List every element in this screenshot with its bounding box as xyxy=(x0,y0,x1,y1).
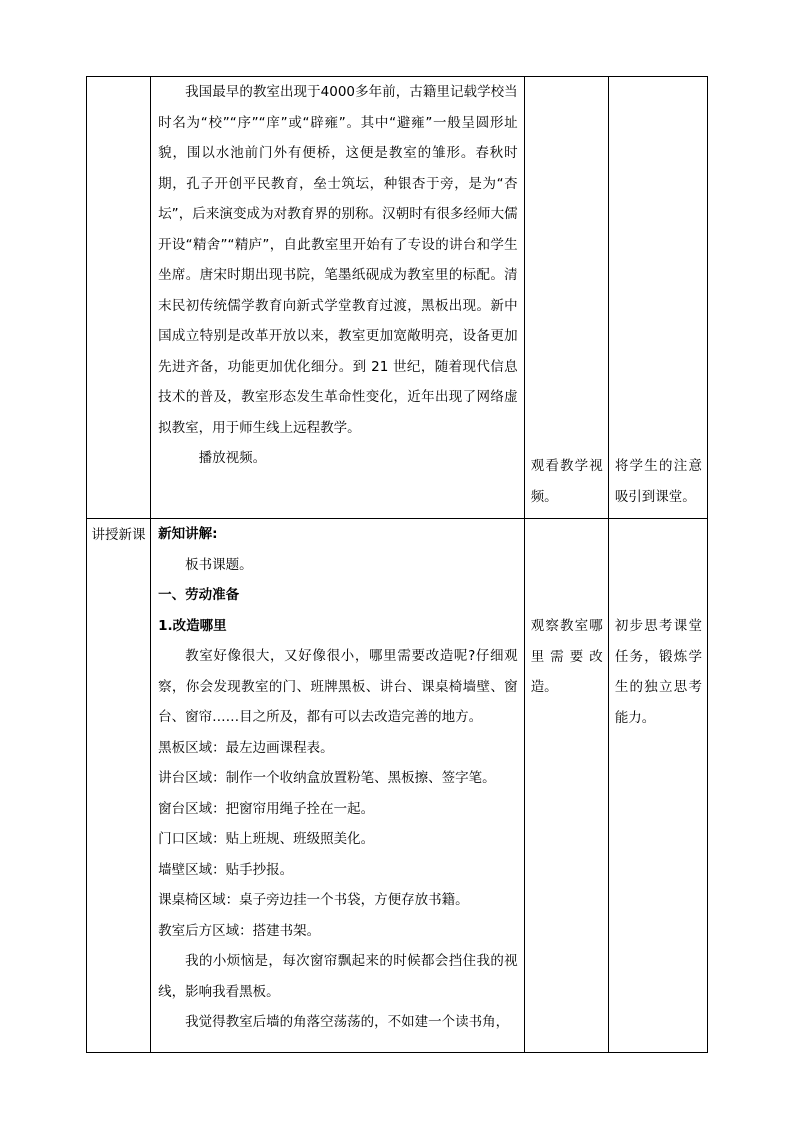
table-row xyxy=(87,77,708,519)
area-item: 墙壁区域：贴手抄报。 xyxy=(158,861,294,878)
content-cell xyxy=(151,519,525,1053)
design-intent-text: 初步思考课堂任务，锻炼学生的独立思考能力。 xyxy=(614,618,702,726)
history-paragraph: 我国最早的教室出现于4000多年前，古籍里记载学校当时名为“校”“序”“庠”或“辟雍”。其中“避雍”一般呈圆形址貌，围以水池前门外有便桥，这便是教室的雏形。春秋时期，孔子开创平民教育，垒士筑坛，种银杏于旁，是为“杏坛”，后来演变成为对教育界的别称。汉朝时有很多经师大儒开设“精舍”“精庐”，自此教室里开始有了专设的讲台和学生坐席。唐宋时期出现书院，笔墨纸砚成为教室里的标配。清末民初传统儒学教育向新式学堂教育过渡，黑板出现。新中国成立特别是改革开放以来，教室更加宽敞明亮，设备更加先进齐备，功能更加优化细分。到 21 世纪，随着现代信息技术的普及，教室形态发生革命性变化，近年出现了网络虚拟教室，用于师生线上远程教学。 xyxy=(158,84,518,436)
design-intent-text: 将学生的注意吸引到课堂。 xyxy=(614,458,702,505)
design-intent-cell xyxy=(608,519,707,1053)
design-intent-cell xyxy=(608,77,707,519)
area-item: 教室后方区域：搭建书架。 xyxy=(158,922,321,939)
student-activity-cell xyxy=(524,77,608,519)
play-video-text: 播放视频。 xyxy=(198,450,267,466)
subsection-heading: 1.改造哪里 xyxy=(158,617,227,634)
lesson-plan-table xyxy=(86,76,708,1053)
board-title-text: 板书课题。 xyxy=(185,556,253,573)
worry-paragraph: 我的小烦恼是，每次窗帘飘起来的时候都会挡住我的视线，影响我看黑板。 xyxy=(158,953,518,1000)
stage-cell xyxy=(87,77,151,519)
content-cell xyxy=(151,77,525,519)
stage-cell: 讲授新课 xyxy=(87,519,151,1053)
idea-paragraph: 我觉得教室后墙的角落空荡荡的，不如建一个读书角， xyxy=(185,1014,510,1030)
table-row xyxy=(87,519,708,1053)
area-item: 讲台区域：制作一个收纳盒放置粉笔、黑板擦、签字笔。 xyxy=(158,770,496,786)
section-heading: 一、劳动准备 xyxy=(158,587,240,603)
area-item: 门口区域：贴上班规、班级照美化。 xyxy=(158,831,375,847)
area-item: 课桌椅区域：桌子旁边挂一个书袋，方便存放书籍。 xyxy=(158,892,469,908)
new-knowledge-heading: 新知讲解: xyxy=(158,526,218,542)
student-activity-cell xyxy=(524,519,608,1053)
area-item: 黑板区域：最左边画课程表。 xyxy=(158,739,334,756)
student-activity-text: 观察教室哪里需要改造。 xyxy=(530,618,603,695)
area-item: 窗台区域：把窗帘用绳子拴在一起。 xyxy=(158,800,375,817)
intro-paragraph: 教室好像很大，又好像很小，哪里需要改造呢?仔细观察，你会发现教室的门、班牌黑板、讲台、课桌椅墙壁、窗台、窗帘……目之所及，都有可以去改造完善的地方。 xyxy=(158,648,518,725)
student-activity-text: 观看教学视频。 xyxy=(530,458,603,505)
